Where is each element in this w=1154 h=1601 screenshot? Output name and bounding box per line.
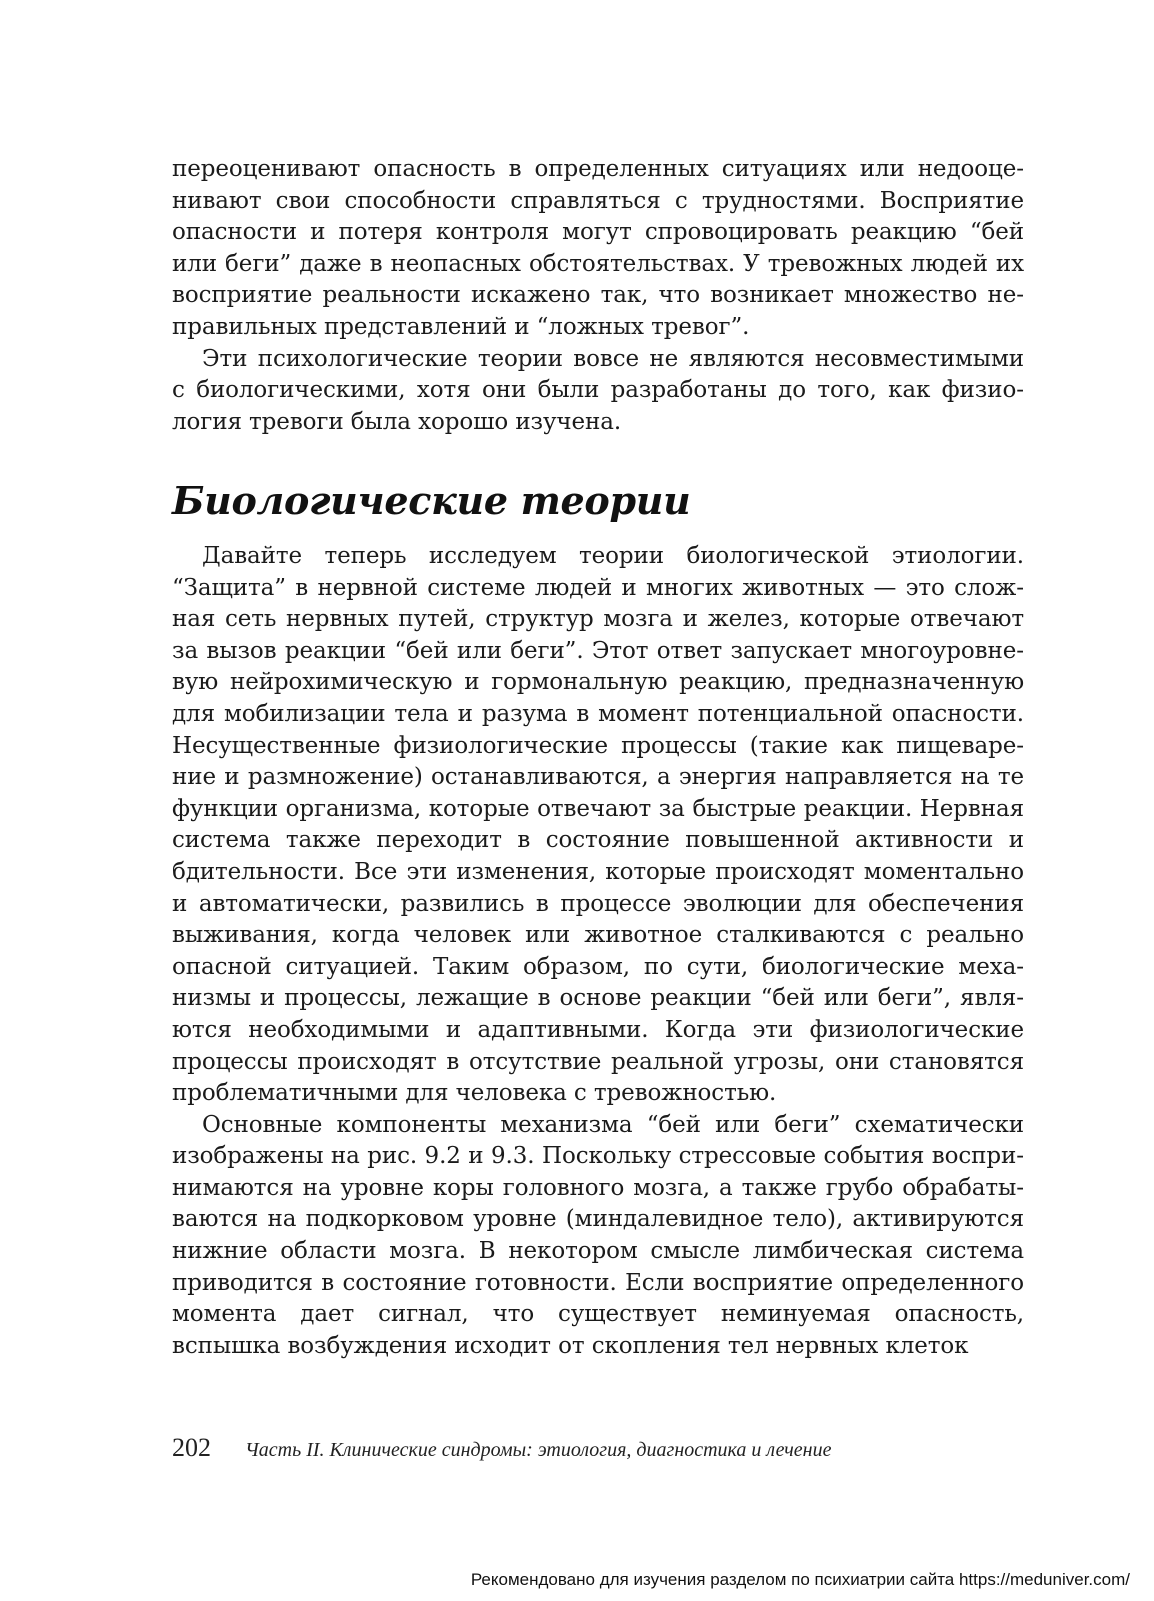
main-text-block: [172, 541, 1024, 1362]
paragraph-continued: переоценивают опасность в определенных ситуациях или недооценивают свои способности справляться с трудностями. Восприятие опасности и потеря контроля могут спровоцировать реакцию “бей или беги” даже в неопасных обстоятельствах. У тревожных людей их восприятие реальности искажено так, что возникает множество неправильных представлений и “ложных тревог”.: [172, 156, 1024, 340]
paragraph: Давайте теперь исследуем теории биологической этиологии. “Защита” в нервной системе людей и многих животных — это сложная сеть нервных путей, структур мозга и желез, которые отвечают за вызов реакции “бей или беги”. Этот ответ запускает многоуровневую нейрохимическую и гормональную реакцию, предназначенную для мобилизации тела и разума в момент потенциальной опасности. Несущественные физиологические процессы (такие как пищеварение и размножение) останавливаются, а энергия направляется на те функции организма, которые отвечают за быстрые реакции. Нервная система также переходит в состояние повышенной активности и бдительности. Все эти изменения, которые происходят моментально и автоматически, развились в процессе эволюции для обеспечения выживания, когда человек или животное сталкиваются с реально опасной ситуацией. Таким образом, по сути, биологические механизмы и процессы, лежащие в основе реакции “бей или беги”, являются необходимыми и адаптивными. Когда эти физиологические процессы происходят в отсутствие реальной угрозы, они становятся проблематичными для человека с тревожностью.: [172, 543, 1024, 1107]
watermark-text: Рекомендовано для изучения разделом по психиатрии сайта https://meduniver.com/: [470, 1570, 1130, 1589]
running-title: Часть II. Клинические синдромы: этиология, диагностика и лечение: [245, 1439, 832, 1461]
paragraph: Эти психологические теории вовсе не являются несовместимыми с биологическими, хотя они были разработаны до того, как физиология тревоги была хорошо изучена.: [172, 345, 1024, 435]
paragraph: Основные компоненты механизма “бей или беги” схематически изображены на рис. 9.2 и 9.3. Поскольку стрессовые события воспринимаются на уровне коры головного мозга, а также грубо обрабатываются на подкорковом уровне (миндалевидное тело), активируются нижние области мозга. В некотором смысле лимбическая система приводится в состояние готовности. Если восприятие определенного момента дает сигнал, что существует неминуемая опасность, вспышка возбуждения исходит от скопления тел нервных клеток: [172, 1111, 1024, 1359]
page-footer: [172, 1432, 1024, 1466]
page-number: 202: [172, 1433, 211, 1462]
section-heading: Биологические теории: [172, 478, 691, 523]
top-text-block: [172, 154, 1024, 438]
